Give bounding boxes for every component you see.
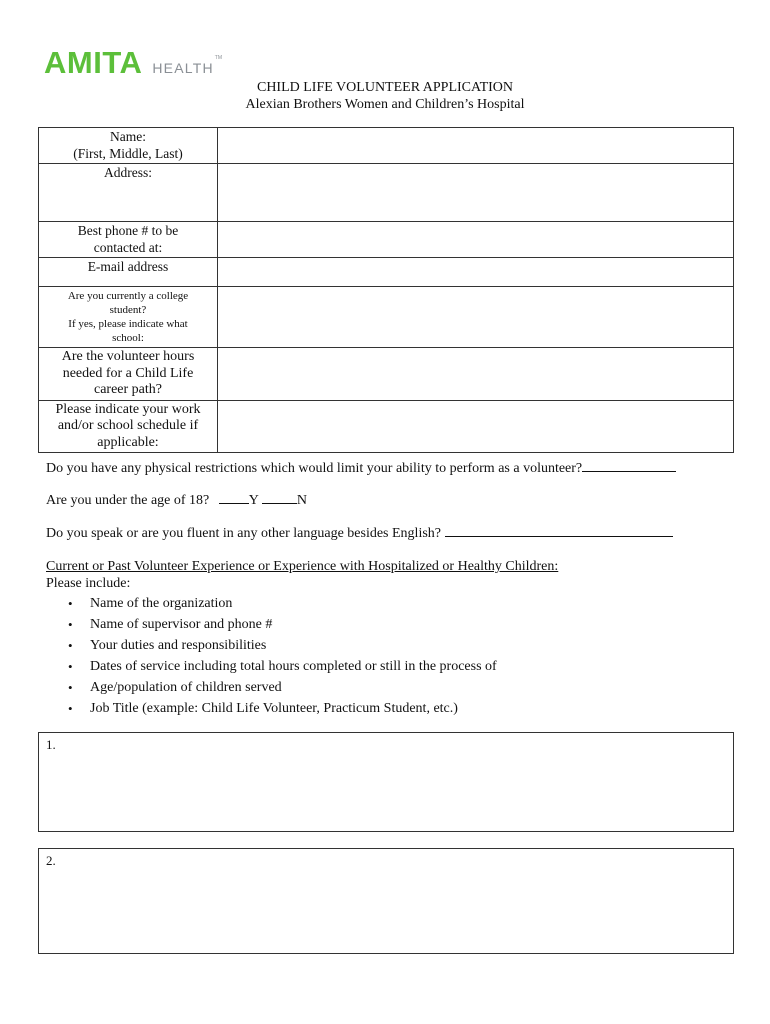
experience-box-2-number: 2. (46, 853, 56, 868)
applicant-info-table (38, 127, 734, 453)
college-label-line-3: If yes, please indicate what (68, 318, 188, 330)
logo-sub: HEALTH (152, 60, 214, 76)
address-label-cell (39, 164, 218, 222)
logo-brand: AMITA (44, 45, 143, 80)
age-yes-blank[interactable] (219, 491, 249, 504)
question-language (46, 524, 673, 542)
college-label-cell (39, 287, 218, 348)
age-yes-label: Y (248, 493, 259, 508)
include-list (66, 593, 497, 719)
name-field[interactable] (218, 128, 734, 164)
email-label: E-mail address (87, 259, 169, 274)
college-label-line-2: student? (109, 304, 147, 316)
phone-label-line-1: Best phone # to be (77, 223, 179, 238)
logo-tm: TM (214, 55, 222, 61)
list-item: • Job Title (example: Child Life Volunteer, Practicum Student, etc.) (66, 698, 497, 719)
schedule-label-line-2: and/or school schedule if (57, 418, 199, 433)
college-field[interactable] (218, 287, 734, 348)
list-item: • Name of supervisor and phone # (66, 614, 497, 635)
age-no-blank[interactable] (262, 491, 297, 504)
hospital-name: Alexian Brothers Women and Children’s Hospital (245, 97, 525, 112)
experience-box-1-number: 1. (46, 737, 56, 752)
schedule-label-line-1: Please indicate your work (55, 401, 201, 417)
college-label-line-4: school: (112, 332, 144, 344)
hours-label-line-2: needed for a Child Life (62, 365, 194, 381)
physical-restrictions-blank[interactable] (582, 459, 676, 472)
schedule-label-line-3: applicable: (97, 434, 159, 450)
phone-label-line-2: contacted at: (93, 239, 163, 255)
list-item: • Name of the organization (66, 593, 497, 614)
email-field[interactable] (218, 258, 734, 287)
college-label-line-1: Are you currently a college (67, 290, 189, 302)
list-item: • Dates of service including total hours completed or still in the process of (66, 656, 497, 677)
experience-section-title: Current or Past Volunteer Experience or Experience with Hospitalized or Healthy Children: (46, 559, 559, 574)
age-no-label: N (296, 493, 307, 508)
hours-label-cell (39, 348, 218, 401)
amita-health-logo (44, 45, 222, 80)
experience-box-2[interactable] (38, 848, 734, 954)
schedule-label-cell (39, 400, 218, 453)
list-item: • Your duties and responsibilities (66, 635, 497, 656)
address-field[interactable] (218, 164, 734, 222)
question-physical-restrictions (46, 459, 676, 477)
experience-box-1[interactable] (38, 732, 734, 832)
question-age (46, 491, 307, 509)
hours-label-line-1: Are the volunteer hours (61, 349, 195, 364)
list-item: • Age/population of children served (66, 677, 497, 698)
question-age-text: Are you under the age of 18? (46, 493, 210, 508)
hours-label-line-3: career path? (94, 382, 162, 397)
name-label: Name: (110, 129, 146, 144)
name-label-cell (39, 128, 218, 164)
please-include-label: Please include: (46, 576, 131, 591)
name-sublabel: (First, Middle, Last) (73, 145, 183, 161)
question-language-text: Do you speak or are you fluent in any other language besides English? (46, 526, 442, 541)
address-label: Address: (104, 165, 152, 180)
phone-field[interactable] (218, 222, 734, 258)
email-label-cell (39, 258, 218, 287)
schedule-field[interactable] (218, 400, 734, 453)
hours-field[interactable] (218, 348, 734, 401)
phone-label-cell (39, 222, 218, 258)
question-physical-restrictions-text: Do you have any physical restrictions which would limit your ability to perform as a volunteer? (46, 461, 583, 476)
form-title: CHILD LIFE VOLUNTEER APPLICATION (256, 80, 513, 95)
language-blank[interactable] (445, 524, 673, 537)
